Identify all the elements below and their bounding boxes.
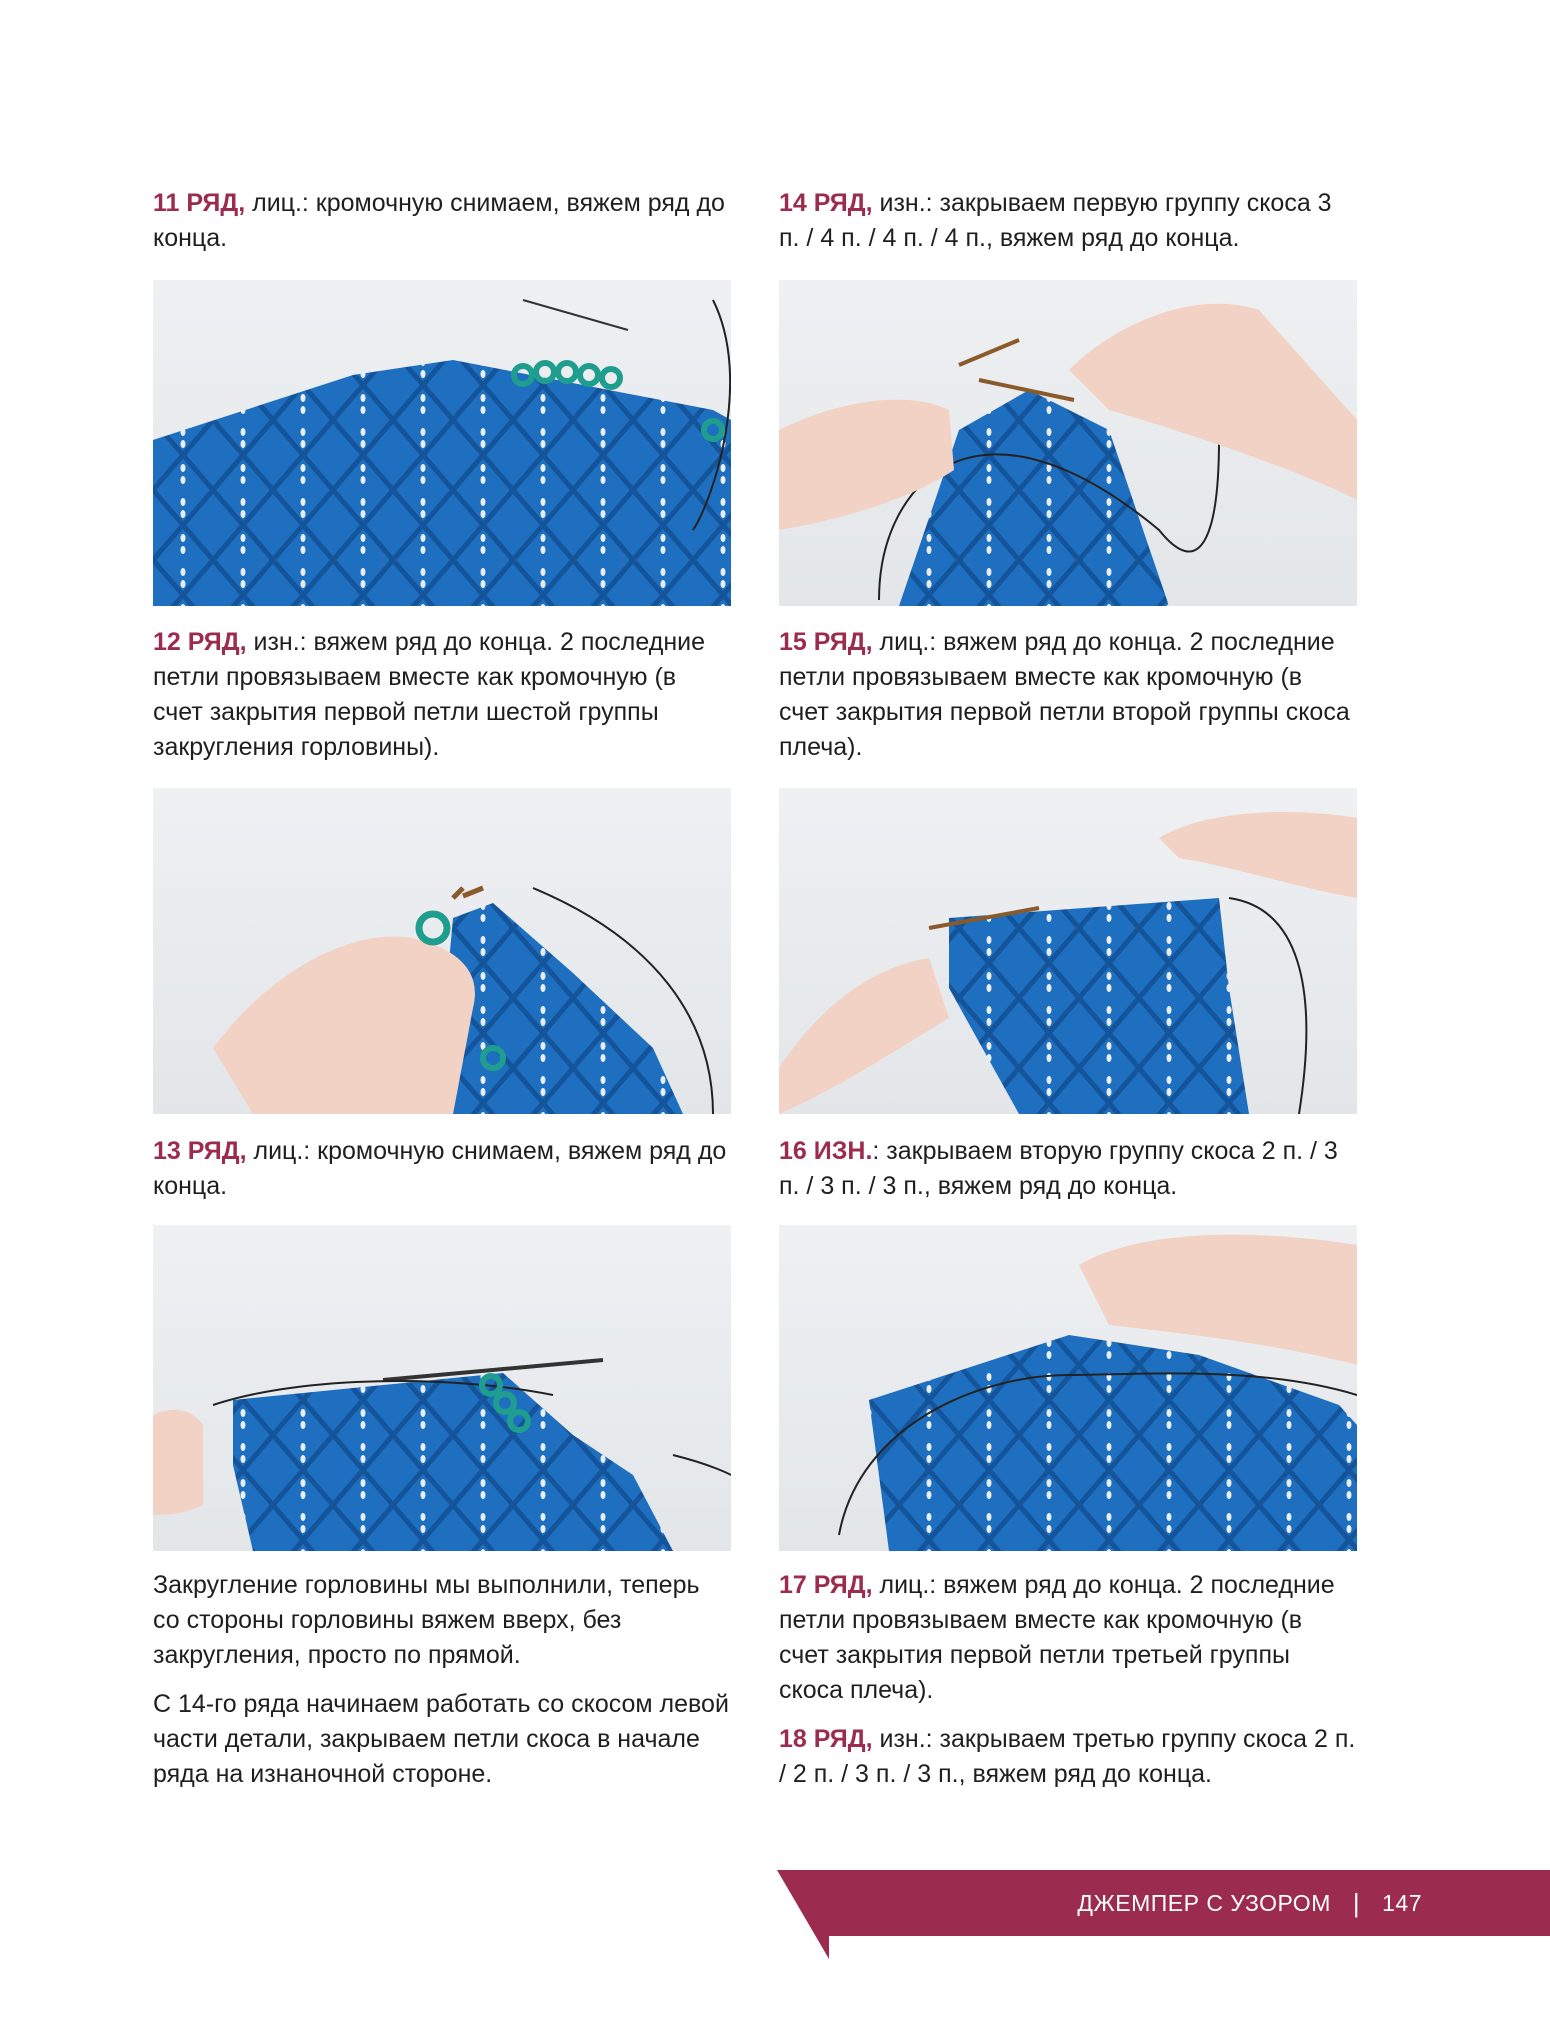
step-label: 12 РЯД,	[153, 628, 247, 656]
knitting-photo-row-14	[779, 280, 1357, 606]
step-label: 16 ИЗН.	[779, 1137, 873, 1165]
knitting-photo-row-16	[779, 1225, 1357, 1551]
step-text: изн.: вяжем ряд до конца. 2 последние петли провязываем вместе как кромочную (в счет закрытия первой петли шестой группы закругления горловины).	[153, 628, 706, 761]
step-text: : закрываем вторую группу скоса 2 п. / 3 п. / 3 п. / 3 п., вяжем ряд до конца.	[779, 1137, 1338, 1200]
knitting-photo-row-13	[153, 1225, 731, 1551]
step-row-17	[779, 1568, 1357, 1708]
step-text: лиц.: вяжем ряд до конца. 2 последние петли провязываем вместе как кромочную (в счет закрытия первой петли второй группы скоса плеча).	[779, 628, 1350, 761]
step-text: лиц.: кромочную снимаем, вяжем ряд до конца.	[153, 189, 725, 252]
knitting-photo-row-12	[153, 788, 731, 1114]
note-shoulder-slope	[153, 1687, 731, 1792]
footer-title: ДЖЕМПЕР С УЗОРОМ	[1077, 1889, 1331, 1916]
step-row-14	[779, 186, 1357, 256]
step-text: лиц.: вяжем ряд до конца. 2 последние петли провязываем вместе как кромочную (в счет закрытия первой петли третьей группы скоса плеча).	[779, 1571, 1335, 1704]
step-row-12	[153, 625, 731, 765]
step-label: 14 РЯД,	[779, 189, 873, 217]
step-text: изн.: закрываем первую группу скоса 3 п. / 4 п. / 4 п. / 4 п., вяжем ряд до конца.	[779, 189, 1332, 252]
note-text: С 14-го ряда начинаем работать со скосом левой части детали, закрываем петли скоса в начале ряда на изнаночной стороне.	[153, 1690, 729, 1788]
step-label: 13 РЯД,	[153, 1137, 247, 1165]
step-row-13	[153, 1134, 731, 1204]
step-label: 18 РЯД,	[779, 1725, 873, 1753]
note-neckline-done	[153, 1568, 731, 1673]
step-label: 15 РЯД,	[779, 628, 873, 656]
step-text: лиц.: кромочную снимаем, вяжем ряд до конца.	[153, 1137, 727, 1200]
page-number: 147	[1382, 1889, 1422, 1916]
step-row-15	[779, 625, 1357, 765]
step-row-18	[779, 1722, 1357, 1792]
step-label: 11 РЯД,	[153, 189, 246, 217]
knitting-photo-row-15	[779, 788, 1357, 1114]
step-row-16	[779, 1134, 1357, 1204]
step-label: 17 РЯД,	[779, 1571, 873, 1599]
note-text: Закругление горловины мы выполнили, теперь со стороны горловины вяжем вверх, без закругления, просто по прямой.	[153, 1571, 700, 1669]
footer-separator: |	[1352, 1887, 1361, 1918]
step-row-11	[153, 186, 731, 256]
page-footer	[777, 1870, 1550, 1936]
step-text: изн.: закрываем третью группу скоса 2 п. / 2 п. / 3 п. / 3 п., вяжем ряд до конца.	[779, 1725, 1356, 1788]
knitting-photo-row-11	[153, 280, 731, 606]
